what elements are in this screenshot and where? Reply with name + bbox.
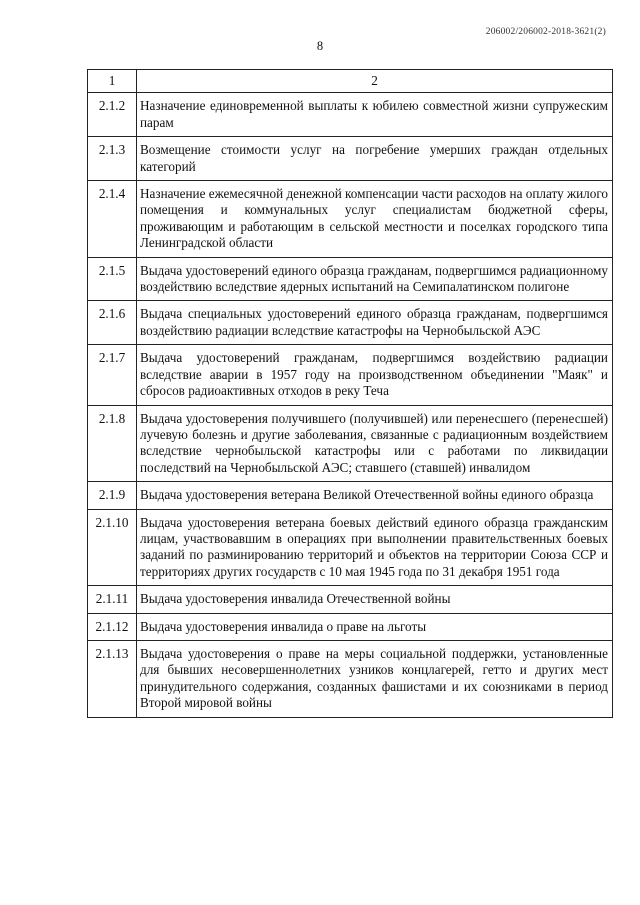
table-row: [88, 181, 613, 258]
row-number: 2.1.9: [88, 482, 137, 509]
table-row: [88, 345, 613, 405]
table-row: [88, 405, 613, 482]
row-description: Выдача удостоверения инвалида о праве на льготы: [137, 613, 613, 640]
table-row: [88, 640, 613, 717]
row-description: Выдача удостоверения ветерана Великой Отечественной войны единого образца: [137, 482, 613, 509]
row-number: 2.1.2: [88, 93, 137, 137]
column-header-number: 1: [88, 70, 137, 93]
row-description: Выдача удостоверений единого образца гражданам, подвергшимся радиационному воздействию вследствие ядерных испытаний на Семипалатинском полигоне: [137, 257, 613, 301]
row-description: Назначение единовременной выплаты к юбилею совместной жизни супружеским парам: [137, 93, 613, 137]
table-row: [88, 137, 613, 181]
row-number: 2.1.5: [88, 257, 137, 301]
table-row: [88, 482, 613, 509]
row-description: Выдача специальных удостоверений единого образца гражданам, подвергшимся воздействию радиации вследствие катастрофы на Чернобыльской АЭС: [137, 301, 613, 345]
row-number: 2.1.13: [88, 640, 137, 717]
row-number: 2.1.11: [88, 586, 137, 613]
document-id: 206002/206002-2018-3621(2): [485, 27, 606, 37]
row-description: Назначение ежемесячной денежной компенсации части расходов на оплату жилого помещения и коммунальных услуг специалистам бюджетной сферы, проживающим и работающим в сельской местности и поселках городского типа Ленинградской области: [137, 181, 613, 258]
table-row: [88, 257, 613, 301]
row-number: 2.1.4: [88, 181, 137, 258]
row-number: 2.1.6: [88, 301, 137, 345]
column-header-description: 2: [137, 70, 613, 93]
table-header-row: [88, 70, 613, 93]
services-table: [87, 69, 613, 718]
row-number: 2.1.8: [88, 405, 137, 482]
row-number: 2.1.12: [88, 613, 137, 640]
row-description: Выдача удостоверений гражданам, подвергшимся воздействию радиации вследствие аварии в 1957 году на производственном объединении "Маяк" и сбросов радиоактивных отходов в реку Теча: [137, 345, 613, 405]
table-row: [88, 93, 613, 137]
row-number: 2.1.7: [88, 345, 137, 405]
row-description: Выдача удостоверения инвалида Отечественной войны: [137, 586, 613, 613]
page-number: 8: [316, 39, 324, 53]
row-number: 2.1.3: [88, 137, 137, 181]
row-description: Выдача удостоверения о праве на меры социальной поддержки, установленные для бывших несовершеннолетних узников концлагерей, гетто и других мест принудительного содержания, созданных фашистами и их союзниками в период Второй мировой войны: [137, 640, 613, 717]
table-row: [88, 509, 613, 586]
row-description: Выдача удостоверения ветерана боевых действий единого образца гражданским лицам, участвовавшим в операциях при выполнении правительственных боевых заданий по разминированию территорий и объектов на территории Союза ССР и территориях других государств с 10 мая 1945 года по 31 декабря 1951 года: [137, 509, 613, 586]
table-row: [88, 613, 613, 640]
row-description: Выдача удостоверения получившего (получившей) или перенесшего (перенесшей) лучевую болезнь и другие заболевания, связанные с радиационным воздействием вследствие чернобыльской катастрофы или с работами по ликвидации последствий на Чернобыльской АЭС; ставшего (ставшей) инвалидом: [137, 405, 613, 482]
table-row: [88, 301, 613, 345]
row-description: Возмещение стоимости услуг на погребение умерших граждан отдельных категорий: [137, 137, 613, 181]
table-row: [88, 586, 613, 613]
row-number: 2.1.10: [88, 509, 137, 586]
